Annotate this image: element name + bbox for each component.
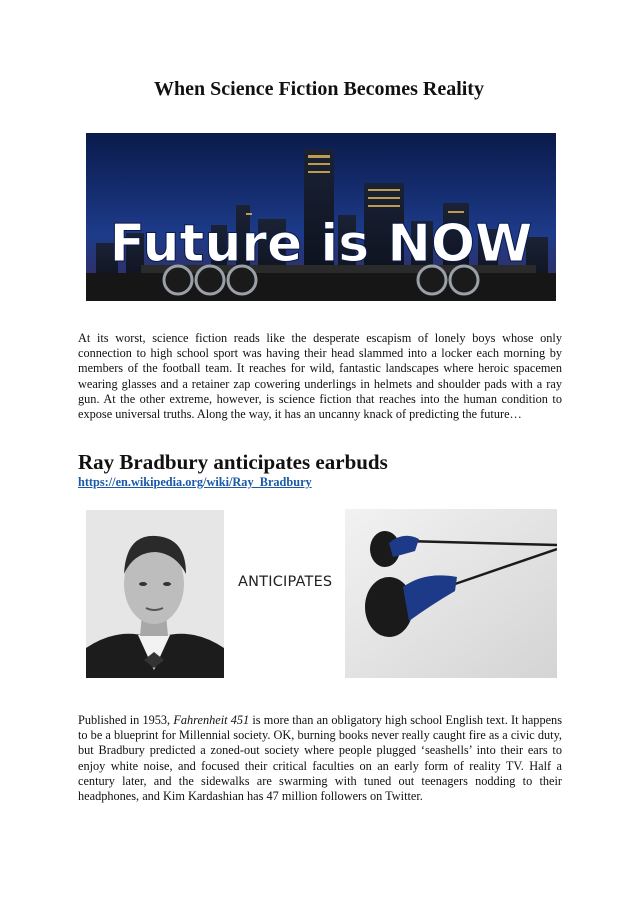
- earbuds-image: [345, 509, 557, 678]
- future-is-now-banner: [86, 133, 556, 301]
- banner-ground: [86, 273, 556, 301]
- paragraph-lead: Published in 1953,: [78, 713, 174, 727]
- section-heading: Ray Bradbury anticipates earbuds: [78, 450, 388, 474]
- book-title: Fahrenheit 451: [173, 713, 250, 727]
- banner-text-now: NOW: [387, 214, 533, 274]
- ray-bradbury-portrait: [86, 510, 224, 678]
- bradbury-paragraph: [78, 713, 562, 804]
- wikipedia-link[interactable]: https://en.wikipedia.org/wiki/Ray_Bradbury: [78, 475, 312, 489]
- anticipates-label: ANTICIPATES: [238, 574, 333, 590]
- intro-paragraph: At its worst, science fiction reads like the desperate escapism of lonely boys whose only connection to high school sport was having their head slammed into a locker each morning by members of the football team. It reaches for wild, fantastic landscapes where heroic spacemen wearing glasses and a retainer zap cowering underlings in helmets and shoulder pads with a ray gun. At the other extreme, however, is science fiction that reaches into the human condition to expose universal truths. Along the way, it has an uncanny knack of predicting the future…: [78, 331, 562, 422]
- banner-text: [110, 214, 533, 274]
- banner-text-future: Future is: [109, 214, 388, 274]
- paragraph-body: is more than an obligatory high school English text. It happens to be a blueprint for Millennial society. OK, burning books never really caught fire as a civic duty, but Bradbury predicted a zoned-out society where people plugged ‘seashells’ into their ears to enjoy white noise, and focused their critical faculties on an early form of reality TV. Half a century later, and the sidewalks are swarming with tuned out teenagers nodding to their headphones, and Kim Kardashian has 47 million followers on Twitter.: [78, 713, 562, 804]
- page-title: When Science Fiction Becomes Reality: [154, 78, 484, 100]
